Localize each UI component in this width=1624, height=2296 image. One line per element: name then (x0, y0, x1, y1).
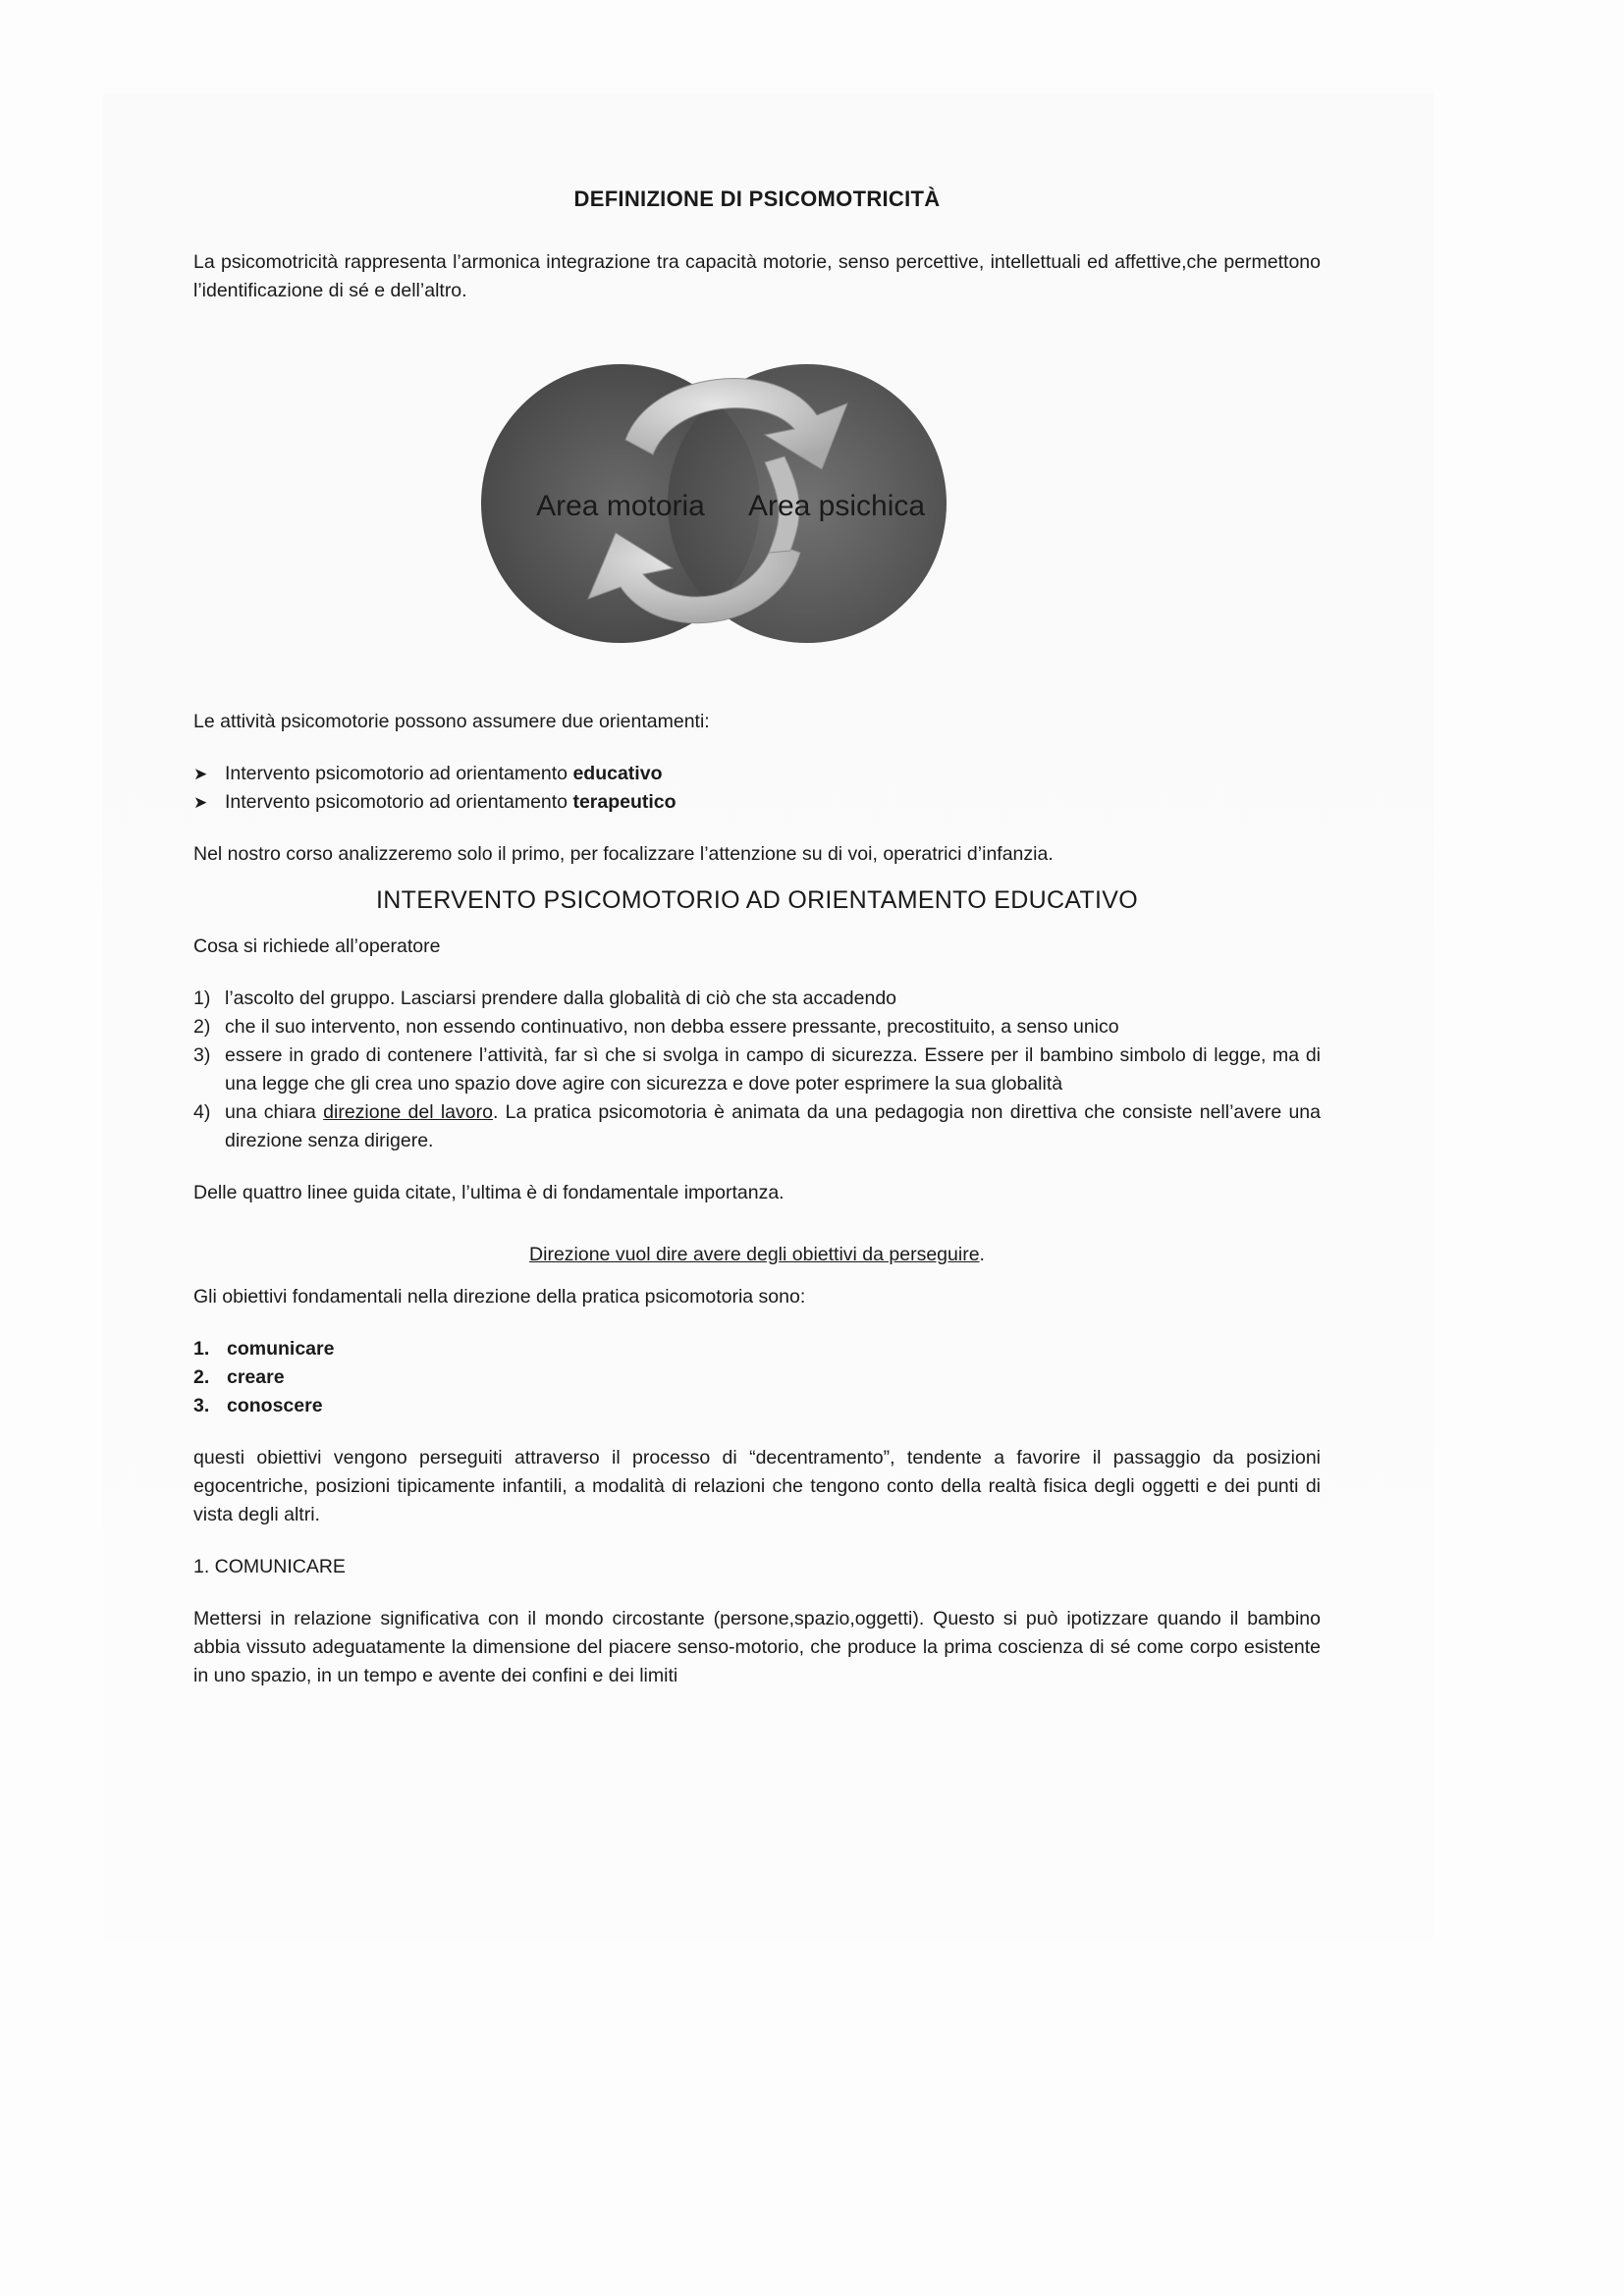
arrow-bullet-icon: ➤ (193, 793, 208, 812)
list-item: 2. creare (193, 1366, 285, 1388)
sub-heading-comunicare: 1. COMUNICARE (193, 1556, 346, 1577)
requirements-list (193, 985, 1321, 1155)
direction-statement: Direzione vuol dire avere degli obiettivi da perseguire. (529, 1244, 985, 1265)
comunicare-paragraph: Mettersi in relazione significativa con il mondo circostante (persone,spazio,oggetti). Questo si può ipotizzare quando il bambino abbia vissuto adeguatamente la dimensione del piacere senso-motorio, che produce la prima coscienza di sé come corpo esistente in uno spazio, in un tempo e avente dei confini e dei limiti (193, 1608, 1321, 1686)
orientation-list (193, 760, 1321, 817)
course-note: Nel nostro corso analizzeremo solo il primo, per focalizzare l’attenzione su di voi, operatrici d’infanzia. (193, 843, 1054, 865)
goals-lead: Gli obiettivi fondamentali nella direzione della pratica psicomotoria sono: (193, 1286, 806, 1308)
guidelines-note: Delle quattro linee guida citate, l’ultima è di fondamentale importanza. (193, 1182, 785, 1203)
list-item: 4) una chiara direzione del lavoro. La pratica psicomotoria è animata da una pedagogia non direttiva che consiste nell’avere una direzione senza dirigere. (193, 1101, 1321, 1151)
goals-list (193, 1335, 1321, 1420)
list-item: 1) l’ascolto del gruppo. Lasciarsi prendere dalla globalità di ciò che sta accadendo (193, 988, 897, 1009)
orientations-lead: Le attività psicomotorie possono assumere due orientamenti: (193, 711, 710, 732)
arrow-bullet-icon: ➤ (193, 765, 208, 783)
list-item: 3) essere in grado di contenere l’attività, far sì che si svolga in campo di sicurezza. Essere per il bambino simbolo di legge, ma di una legge che gli crea uno spazio dove agire con sicurezza e dove poter esprimere la sua globalità (193, 1044, 1321, 1095)
page-title: DEFINIZIONE DI PSICOMOTRICITÀ (573, 187, 941, 211)
section-title: INTERVENTO PSICOMOTORIO AD ORIENTAMENTO EDUCATIVO (376, 886, 1138, 914)
list-item: 1. comunicare (193, 1338, 335, 1360)
document-body (193, 185, 1321, 1690)
list-item: ➤ Intervento psicomotorio ad orientamento terapeutico (193, 788, 1321, 817)
list-item: 3. conoscere (193, 1395, 323, 1416)
underlined-phrase: direzione del lavoro (323, 1101, 493, 1123)
decentramento-paragraph: questi obiettivi vengono perseguiti attraverso il processo di “decentramento”, tendente a favorire il passaggio da posizioni egocentriche, posizioni tipicamente infantili, a modalità di relazioni che tengono conto della realtà fisica degli oggetti e dei punti di vista degli altri. (193, 1447, 1321, 1525)
diagram-figure (478, 347, 1048, 670)
psychomotor-diagram (193, 347, 1321, 670)
list-item: 2) che il suo intervento, non essendo continuativo, non debba essere pressante, precostituito, a senso unico (193, 1016, 1119, 1038)
operator-lead: Cosa si richiede all’operatore (193, 935, 441, 957)
diagram-right-label: Area psichica (747, 490, 926, 522)
list-item: ➤ Intervento psicomotorio ad orientamento educativo (193, 760, 1321, 788)
intro-paragraph: La psicomotricità rappresenta l’armonica integrazione tra capacità motorie, senso percettive, intellettuali ed affettive,che permettono l’identificazione di sé e dell’altro. (193, 251, 1321, 301)
diagram-left-label: Area motoria (536, 490, 705, 522)
